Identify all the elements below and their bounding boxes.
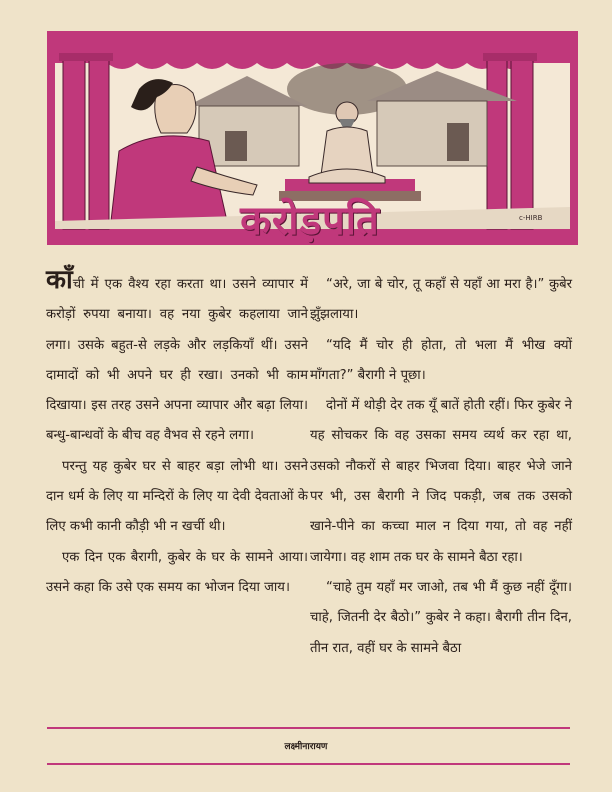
paragraph-4: “अरे, जा बे चोर, तू कहाँ से यहाँ आ मरा है।” कुबेर झुँझलाया। (310, 277, 572, 323)
paragraph-3: एक दिन एक बैरागी, कुबेर के घर के सामने आया। उसने कहा कि उसे एक समय का भोजन दिया जाय। (46, 549, 308, 595)
paragraph-5: “यदि मैं चोर ही होता, तो भला मैं भीख क्यों माँगता?” बैरागी ने पूछा। (310, 337, 572, 383)
author-name: लक्ष्मीनारायण (284, 742, 328, 752)
paragraph-7: “चाहे तुम यहाँ मर जाओ, तब भी मैं कुछ नहीं दूँगा। चाहे, जितनी देर बैठो।” कुबेर ने कहा। बैरागी तीन दिन, तीन रात, वहीं घर के सामने बैठा (310, 579, 572, 656)
left-column (46, 265, 308, 603)
drop-cap: काँ (46, 265, 73, 295)
paragraph-1: काँची में एक वैश्य रहा करता था। उसने व्यापार में करोड़ों रुपया बनाया। वह नया कुबेर कहलाया जाने लगा। उसके बहुत-से लड़के और लड़कियाँ थीं। उसने दामादों को भी अपने घर ही रखा। उनको भी काम दिखाया। इस तरह उसने अपना व्यापार और बढ़ा लिया। बन्धु-बान्धवों के बीच वह वैभव से रहने लगा। (46, 265, 308, 444)
illustrator-signature: c-HIRB (519, 214, 543, 222)
right-column (310, 270, 572, 664)
paragraph-6: दोनों में थोड़ी देर तक यूँ बातें होती रहीं। फिर कुबेर ने यह सोचकर कि वह उसका समय व्यर्थ कर रहा था, उसको नौकरों से बाहर भिजवा दिया। बाहर भेजे जाने पर भी, उस बैरागी ने जिद पकड़ी, जब तक उसको खाने-पीने का कच्चा माल न दिया गया, तो वह नहीं जायेगा। वह शाम तक घर के सामने बैठा रहा। (310, 398, 572, 565)
footer-rule-bottom (47, 763, 570, 765)
story-title: करोड़पति (240, 198, 380, 244)
footer-rule-top (47, 727, 570, 729)
paragraph-2: परन्तु यह कुबेर घर से बाहर बड़ा लोभी था। उसने दान धर्म के लिए या मन्दिरों के लिए या देवी देवताओं के लिए कभी कानी कौड़ी भी न खर्ची थी। (46, 458, 308, 535)
